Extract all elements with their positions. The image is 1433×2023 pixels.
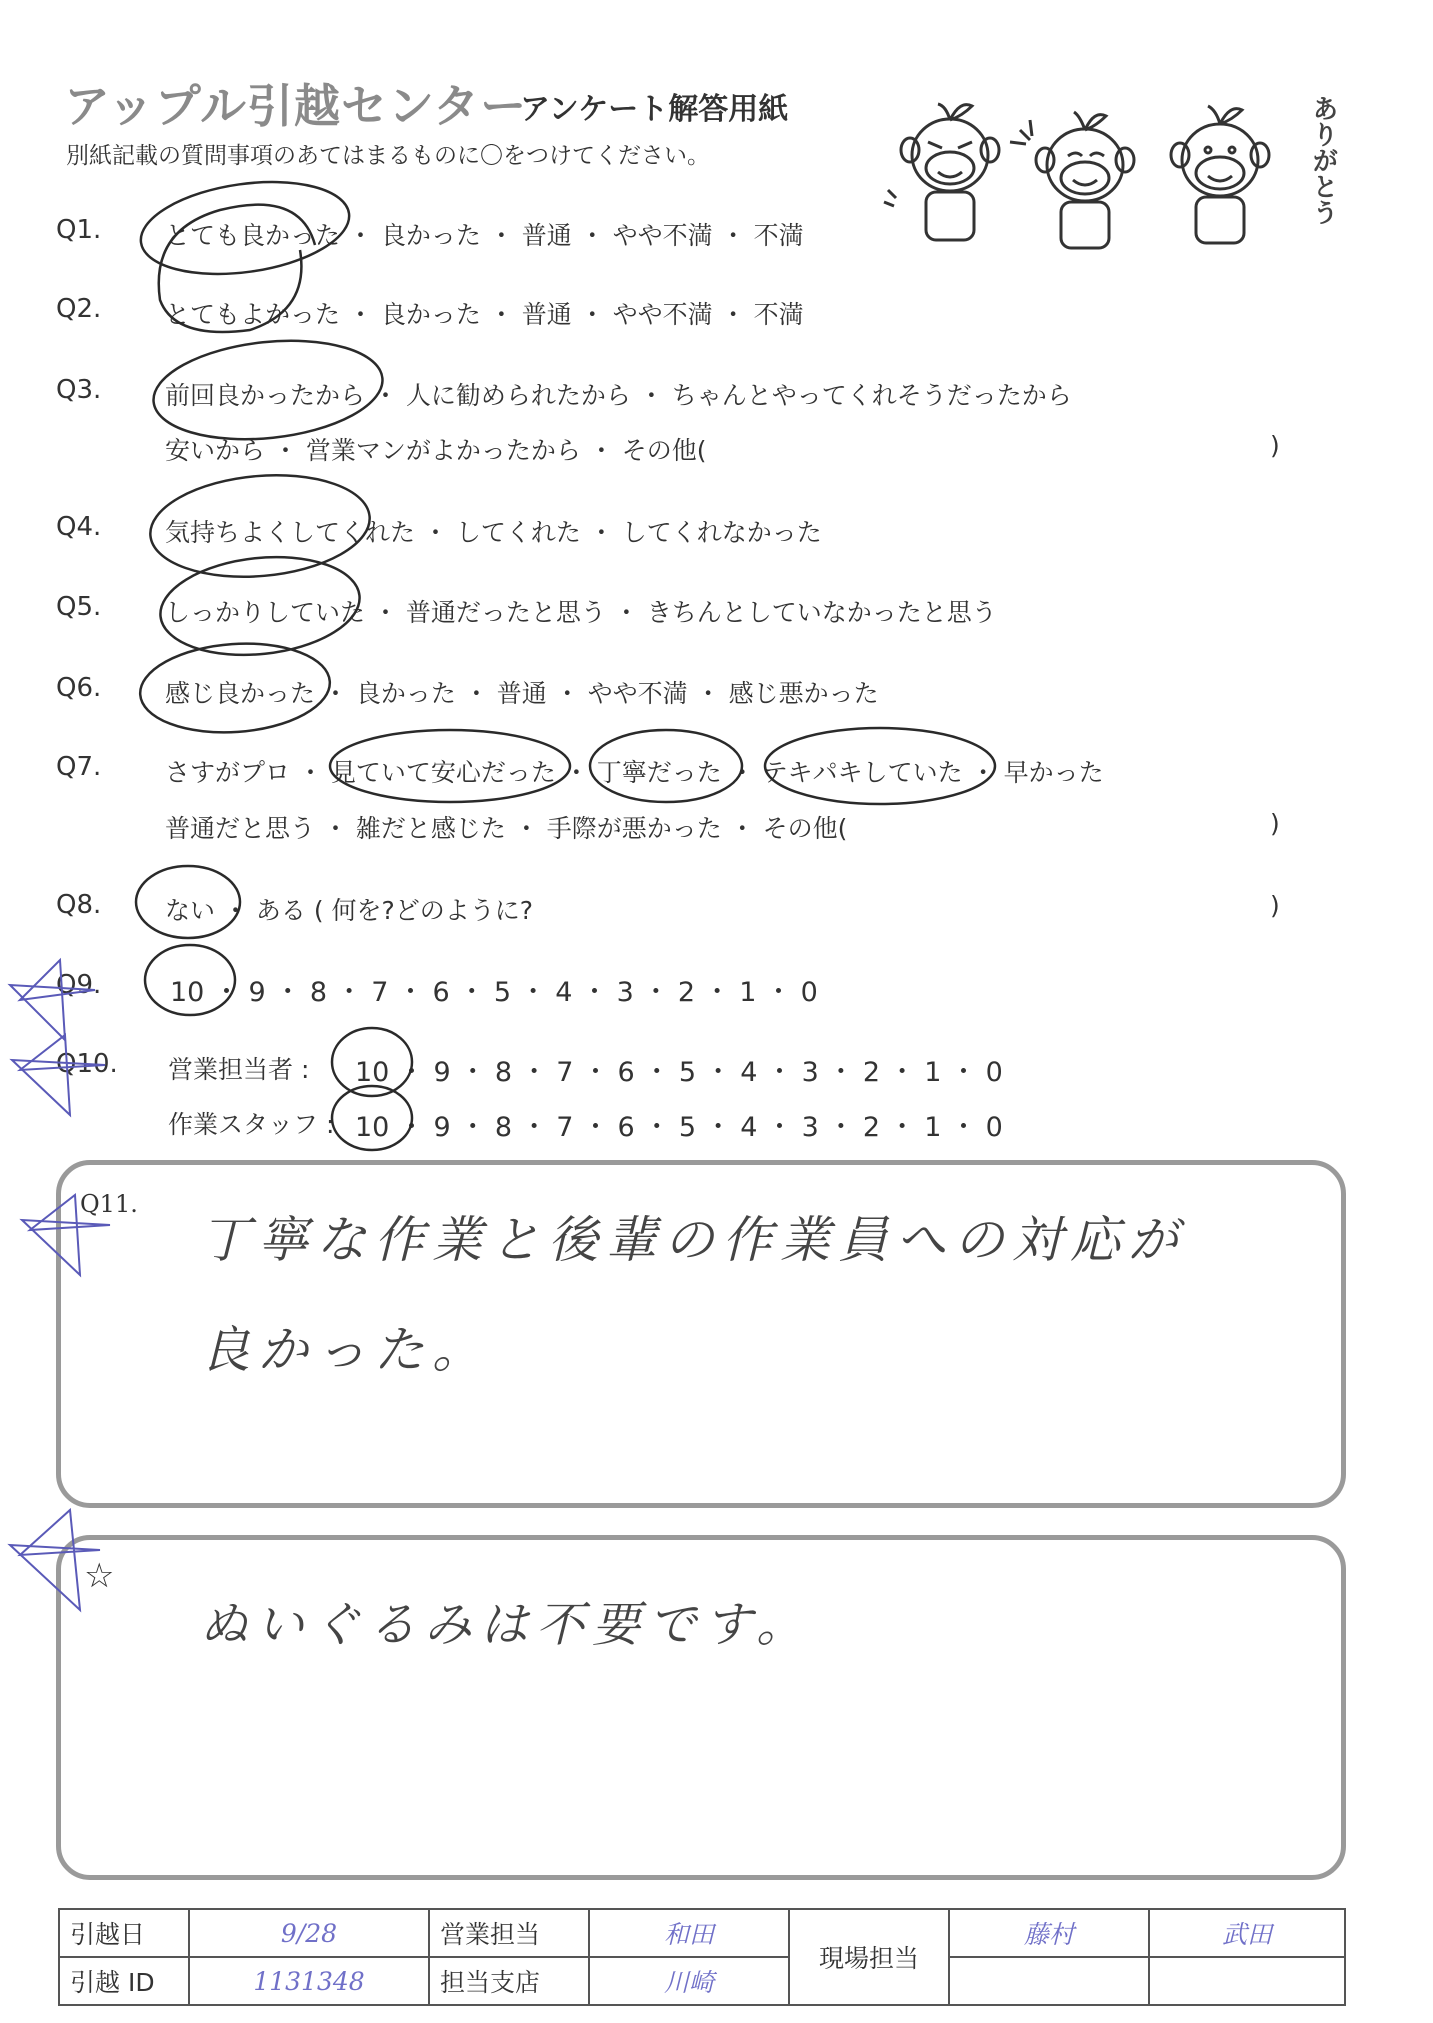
- moving-date-label: 引越日: [59, 1909, 189, 1957]
- site-staff-value-1: 藤村: [949, 1909, 1149, 1957]
- sales-rep-label: 営業担当: [429, 1909, 589, 1957]
- footer-info-table: [58, 1908, 1346, 2006]
- q7-close-paren: ): [1270, 809, 1280, 838]
- q9-scale: 10 ・ 9 ・ 8 ・ 7 ・ 6 ・ 5 ・ 4 ・ 3 ・ 2 ・ 1 ・ 0: [170, 977, 818, 1008]
- site-staff-value-2: 武田: [1149, 1909, 1345, 1957]
- q4-label: Q4.: [56, 512, 102, 542]
- q11-label: Q11.: [80, 1190, 138, 1218]
- q3-options-line1: 前回良かったから ・ 人に勧められたから ・ ちゃんとやってくれそうだったから: [165, 381, 1072, 410]
- q4-options: 気持ちよくしてくれた ・ してくれた ・ してくれなかった: [165, 518, 822, 547]
- thanks-text: ありがとう: [1308, 95, 1338, 225]
- q7-label: Q7.: [56, 752, 102, 782]
- q3-options-line2: 安いから ・ 営業マンがよかったから ・ その他(: [165, 436, 707, 465]
- branch-value: 川崎: [589, 1957, 789, 2005]
- q8-label: Q8.: [56, 890, 102, 920]
- q1-label: Q1.: [56, 215, 102, 245]
- q10-label: Q10.: [56, 1049, 118, 1079]
- note-handwritten-text: ぬいぐるみは不要です。: [200, 1597, 813, 1653]
- q11-handwritten-line1: 丁寧な作業と後輩の作業員への対応が: [200, 1211, 1186, 1269]
- q8-close-paren: ): [1270, 891, 1280, 920]
- q1-options: とても良かった ・ 良かった ・ 普通 ・ やや不満 ・ 不満: [165, 221, 804, 250]
- site-staff-empty-2: [1149, 1957, 1345, 2005]
- q10-sales-label: 営業担当者 :: [168, 1055, 310, 1084]
- branch-label: 担当支店: [429, 1957, 589, 2005]
- q11-handwritten-line2: 良かった。: [200, 1321, 490, 1379]
- brand-name: アップル引越センター: [64, 79, 528, 133]
- moving-date-value: 9/28: [189, 1909, 429, 1957]
- site-staff-empty-1: [949, 1957, 1149, 2005]
- q10-sales-scale: 10 ・ 9 ・ 8 ・ 7 ・ 6 ・ 5 ・ 4 ・ 3 ・ 2 ・ 1 ・ 0: [355, 1057, 1003, 1088]
- q5-label: Q5.: [56, 592, 102, 622]
- q10-staff-label: 作業スタッフ :: [168, 1110, 335, 1139]
- q2-label: Q2.: [56, 294, 102, 324]
- q8-options: ない ・ ある ( 何を?どのように?: [165, 896, 534, 925]
- mascot-monkeys-illustration: [880, 80, 1340, 260]
- q7-options-line1: さすがプロ ・ 見ていて安心だった ・ 丁寧だった ・ テキパキしていた ・ 早かった: [165, 758, 1104, 787]
- form-title: アンケート解答用紙: [520, 92, 789, 127]
- q7-options-line2: 普通だと思う ・ 雑だと感じた ・ 手際が悪かった ・ その他(: [165, 814, 848, 843]
- site-staff-label: 現場担当: [789, 1909, 949, 2005]
- moving-id-label: 引越 ID: [59, 1957, 189, 2005]
- q5-options: しっかりしていた ・ 普通だったと思う ・ きちんとしていなかったと思う: [165, 598, 997, 627]
- moving-id-value: 1131348: [189, 1957, 429, 2005]
- q6-options: 感じ良かった ・ 良かった ・ 普通 ・ やや不満 ・ 感じ悪かった: [165, 679, 879, 708]
- q10-staff-scale: 10 ・ 9 ・ 8 ・ 7 ・ 6 ・ 5 ・ 4 ・ 3 ・ 2 ・ 1 ・ 0: [355, 1112, 1003, 1143]
- star-icon: ☆: [84, 1556, 115, 1596]
- q3-label: Q3.: [56, 375, 102, 405]
- sales-rep-value: 和田: [589, 1909, 789, 1957]
- q6-label: Q6.: [56, 673, 102, 703]
- q2-options: とてもよかった ・ 良かった ・ 普通 ・ やや不満 ・ 不満: [165, 300, 804, 329]
- q9-label: Q9.: [56, 970, 102, 1000]
- instruction-text: 別紙記載の質問事項のあてはまるものに〇をつけてください。: [66, 143, 710, 169]
- q3-close-paren: ): [1270, 431, 1280, 460]
